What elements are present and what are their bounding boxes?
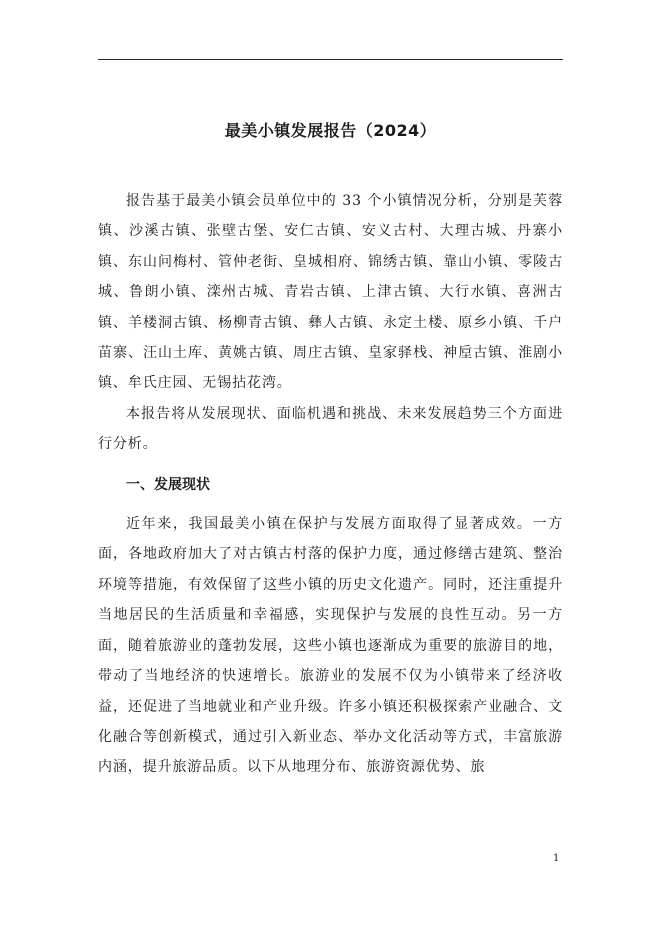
header-rule (98, 59, 563, 60)
intro-paragraph: 报告基于最美小镇会员单位中的 33 个小镇情况分析，分别是芙蓉镇、沙溪古镇、张壁古堡、安仁古镇、安义古村、大理古城、丹寨小镇、东山问梅村、管仲老街、皇城相府、锦绣古镇、靠山小镇、零陵古城、鲁朗小镇、滦州古城、青岩古镇、上津古镇、大行水镇、喜洲古镇、羊楼洞古镇、杨柳青古镇、彝人古镇、永定土楼、原乡小镇、千户苗寨、汪山土库、黄姚古镇、周庄古镇、皇家驿栈、神垕古镇、淮剧小镇、牟氏庄园、无锡拈花湾。 (98, 193, 563, 392)
development-status-paragraph: 近年来，我国最美小镇在保护与发展方面取得了显著成效。一方面，各地政府加大了对古镇古村落的保护力度，通过修缮古建筑、整治环境等措施，有效保留了这些小镇的历史文化遗产。同时，还注重提升当地居民的生活质量和幸福感，实现保护与发展的良性互动。另一方面，随着旅游业的蓬勃发展，这些小镇也逐渐成为重要的旅游目的地，带动了当地经济的快速增长。旅游业的发展不仅为小镇带来了经济收益，还促进了当地就业和产业升级。许多小镇还积极探索产业融合、文化融合等创新模式，通过引入新业态、举办文化活动等方式，丰富旅游内涵，提升旅游品质。以下从地理分布、旅游资源优势、旅 (98, 516, 563, 776)
section-heading-development-status: 一、发展现状 (126, 476, 210, 493)
page-number: 1 (553, 853, 560, 864)
document-title: 最美小镇发展报告（2024） (224, 121, 437, 140)
scope-paragraph: 本报告将从发展现状、面临机遇和挑战、未来发展趋势三个方面进行分析。 (98, 405, 563, 453)
document-body (98, 186, 563, 783)
